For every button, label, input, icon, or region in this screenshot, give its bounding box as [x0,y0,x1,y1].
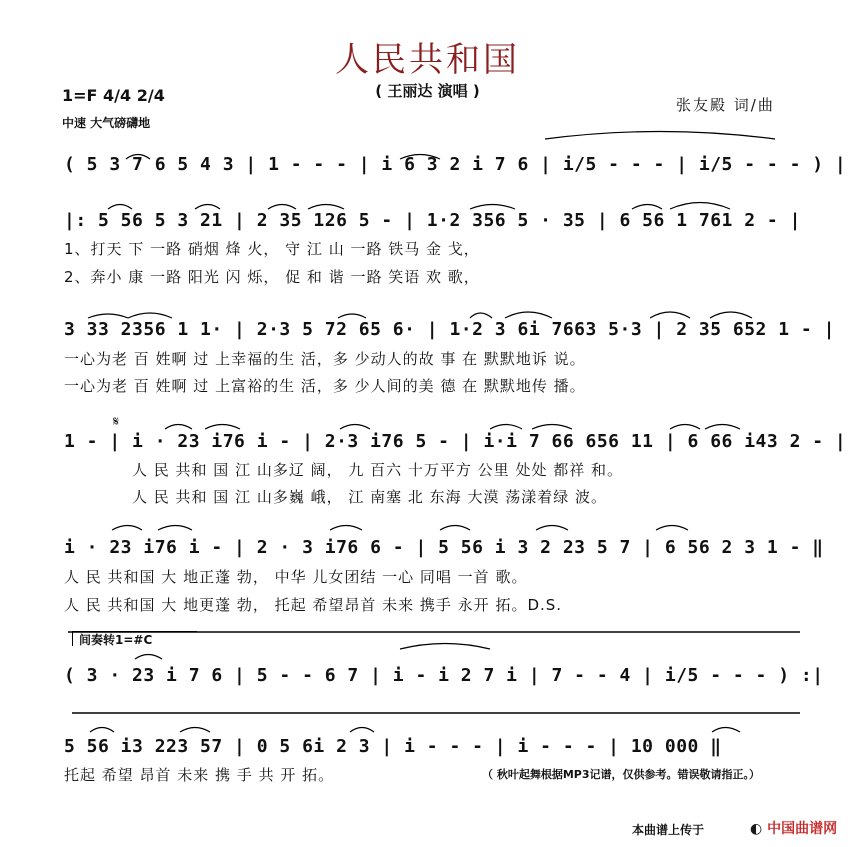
lyric-line-5a: 人 民 共和国 大 地正蓬 勃， 中华 儿女团结 一心 同唱 一首 歌。 [64,568,528,586]
score-line-5: i · 23 i76 i - | 2 · 3 i76 6 - | 5 56 i 3 2 23 5 7 | 6 56 2 3 1 - ‖ [64,537,824,558]
score-line-7: 5 56 i3 223 57 | 0 5 6i 2 3 | i - - - | i - - - | 10 000 ‖ [64,736,722,757]
slur-arc [330,526,362,531]
lyric-line-3a: 一心为老 百 姓啊 过 上幸福的生 活，多 少动人的故 事 在 默默地诉 说。 [64,350,586,368]
lyric-line-2a: 1、打天 下 一路 硝烟 烽 火， 守 江 山 一路 铁马 金 戈， [64,240,480,258]
lyric-line-5b: 人 民 共和国 大 地更蓬 勃， 托起 希望昂首 未来 携手 永开 拓。D.S. [64,596,563,614]
logo-mark-icon: ◐ [750,821,763,837]
interlude-label: 间奏转1=#C [72,631,197,646]
lyric-line-4a: 人 民 共和 国 江 山多辽 阔， 九 百六 十万平方 公里 处处 都祥 和。 [132,461,623,479]
slur-arc [656,526,688,531]
tie-arc [545,132,775,140]
slur-arc [112,526,142,531]
score-line-4: 1 - | i · 23 i76 i - | 2·3 i76 5 - | i·i 7 66 656 11 | 6 66 i43 2 - | [64,431,847,452]
upload-credit: 本曲谱上传于 [632,823,705,837]
slur-arc [158,526,192,531]
score-line-2: |: 5 56 5 3 21 | 2 35 126 5 - | 1·2 356 5 · 35 | 6 56 1 761 2 - | [64,210,801,231]
score-line-6: ( 3 · 23 i 7 6 | 5 - - 6 7 | i - i 2 7 i | 7 - - 4 | i/5 - - - ) :| [64,665,824,686]
lyric-line-3b: 一心为老 百 姓啊 过 上富裕的生 活，多 少人间的美 德 在 默默地传 播。 [64,377,586,395]
score-line-3: 3 33 2356 1 1· | 2·3 5 72 65 6· | 1·2 3 6i 7663 5·3 | 2 35 652 1 - | [64,319,835,340]
transcription-note: （ 秋叶起舞根据MP3记谱，仅供参考。错误敬请指正。） [482,768,760,781]
slur-arc [536,526,568,531]
tempo-marking: 中速 大气磅礴地 [62,116,151,130]
slur-arc [135,655,162,660]
site-logo [750,818,837,838]
lyric-line-2b: 2、奔小 康 一路 阳光 闪 烁， 促 和 谐 一路 笑语 欢 歌， [64,268,480,286]
key-signature: 1=F 4/4 2/4 [62,86,165,105]
score-line-1: ( 5 3 7 6 5 4 3 | 1 - - - | i 6 3 2 i 7 6 | i/5 - - - | i/5 - - - ) | [64,154,847,175]
slur-arc [440,526,470,531]
segno-icon: 𝄋 [113,414,120,430]
lyric-line-7: 托起 希望 昂首 未来 携 手 共 开 拓。 [64,766,335,784]
singer-credit: ( 王丽达 演唱 ) [375,82,480,100]
lyric-line-4b: 人 民 共和 国 江 山多巍 峨， 江 南塞 北 东海 大漠 荡漾着绿 波。 [132,488,607,506]
song-title: 人民共和国 [335,40,520,80]
logo-text: 中国曲谱网 [767,821,838,837]
author-credit: 张友殿 词/曲 [676,96,775,114]
tie-arc [400,644,490,650]
